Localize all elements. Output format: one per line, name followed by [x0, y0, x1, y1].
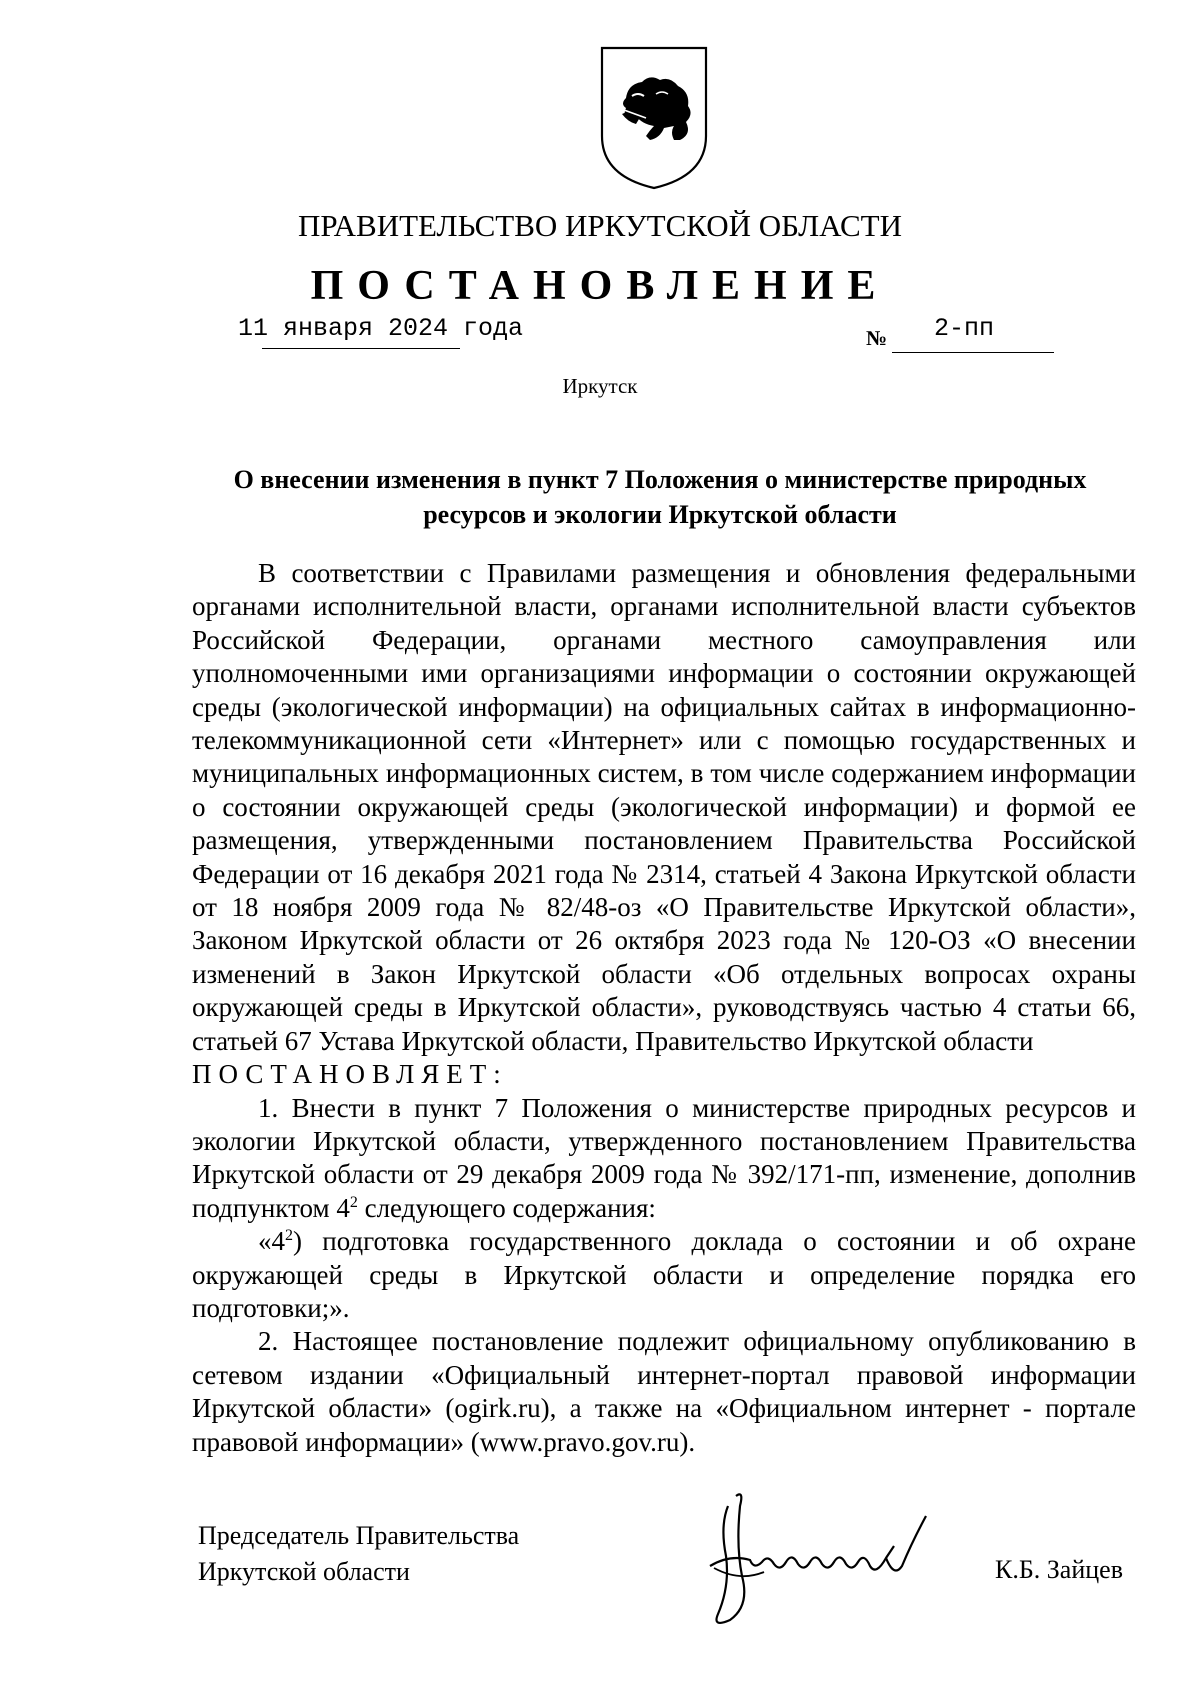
quote-text: ) подготовка государственного доклада о состоянии и об охране окружающей среды в Иркутской области и определение порядка его подготовки;». [192, 1226, 1136, 1323]
signer-name: К.Б. Зайцев [995, 1555, 1123, 1584]
item-2-paragraph: 2. Настоящее постановление подлежит официальному опубликованию в сетевом издании «Официальный интернет-портал правовой информации Иркутской области» (ogirk.ru), а также на «Официальном интернет - портале правовой информации» (www.pravo.gov.ru). [192, 1326, 1136, 1457]
government-title: ПРАВИТЕЛЬСТВО ИРКУТСКОЙ ОБЛАСТИ [297, 208, 902, 243]
document-kind: ПОСТАНОВЛЕНИЕ [310, 263, 890, 309]
item-1-superscript: 2 [349, 1193, 358, 1211]
item-1-text: 1. Внести в пункт 7 Положения о министерстве природных ресурсов и экологии Иркутской области, утвержденного постановлением Правительства Иркутской области от 29 декабря 2009 года № 392/171-пп, изменение, дополнив подпунктом 4 [192, 1092, 1136, 1223]
number-sign: № [866, 326, 888, 350]
subject-line-1: О внесении изменения в пункт 7 Положения о министерстве природных [233, 465, 1087, 494]
subject-line-2: ресурсов и экологии Иркутской области [423, 500, 897, 529]
date-underline [262, 348, 460, 349]
document-number: 2-пп [934, 314, 995, 343]
document-date: 11 января 2024 года [238, 314, 524, 343]
document-subject [190, 462, 1130, 532]
quote-superscript: 2 [285, 1227, 293, 1245]
number-underline [892, 352, 1054, 353]
quote-open: «4 [258, 1226, 285, 1257]
signer-position [198, 1518, 519, 1590]
decree-word: ПОСТАНОВЛЯЕТ: [192, 1059, 508, 1090]
handwritten-signature-icon [690, 1486, 940, 1636]
quote-paragraph [192, 1225, 1136, 1325]
document-city: Иркутск [562, 374, 638, 398]
signer-position-line-1: Председатель Правительства [198, 1521, 520, 1550]
item-1-tail: следующего содержания: [357, 1192, 656, 1223]
document-body [192, 557, 1136, 1459]
item-1-paragraph [192, 1092, 1136, 1226]
preamble-paragraph: В соответствии с Правилами размещения и обновления федеральными органами исполнительной власти, органами исполнительной власти субъектов Российской Федерации, органами местного самоуправления или уполномоченными ими организациями информации о состоянии окружающей среды (экологической информации) на официальных сайтах в информационно-телекоммуникационной сети «Интернет» или с помощью государственных и муниципальных информационных систем, в том числе содержанием информации о состоянии окружающей среды (экологической информации) и формой ее размещения, утвержденными постановлением Правительства Российской Федерации от 16 декабря 2021 года № 2314, статьей 4 Закона Иркутской области от 18 ноября 2009 года № 82/48-оз «О Правительстве Иркутской области», Законом Иркутской области от 26 октября 2023 года № 120-ОЗ «О внесении изменений в Закон Иркутской области «Об отдельных вопросах охраны окружающей среды в Иркутской области», руководствуясь частью 4 статьи 66, статьей 67 Устава Иркутской области, Правительство Иркутской области [192, 558, 1136, 1056]
signer-position-line-2: Иркутской области [198, 1557, 410, 1586]
coat-of-arms-icon [598, 44, 710, 192]
